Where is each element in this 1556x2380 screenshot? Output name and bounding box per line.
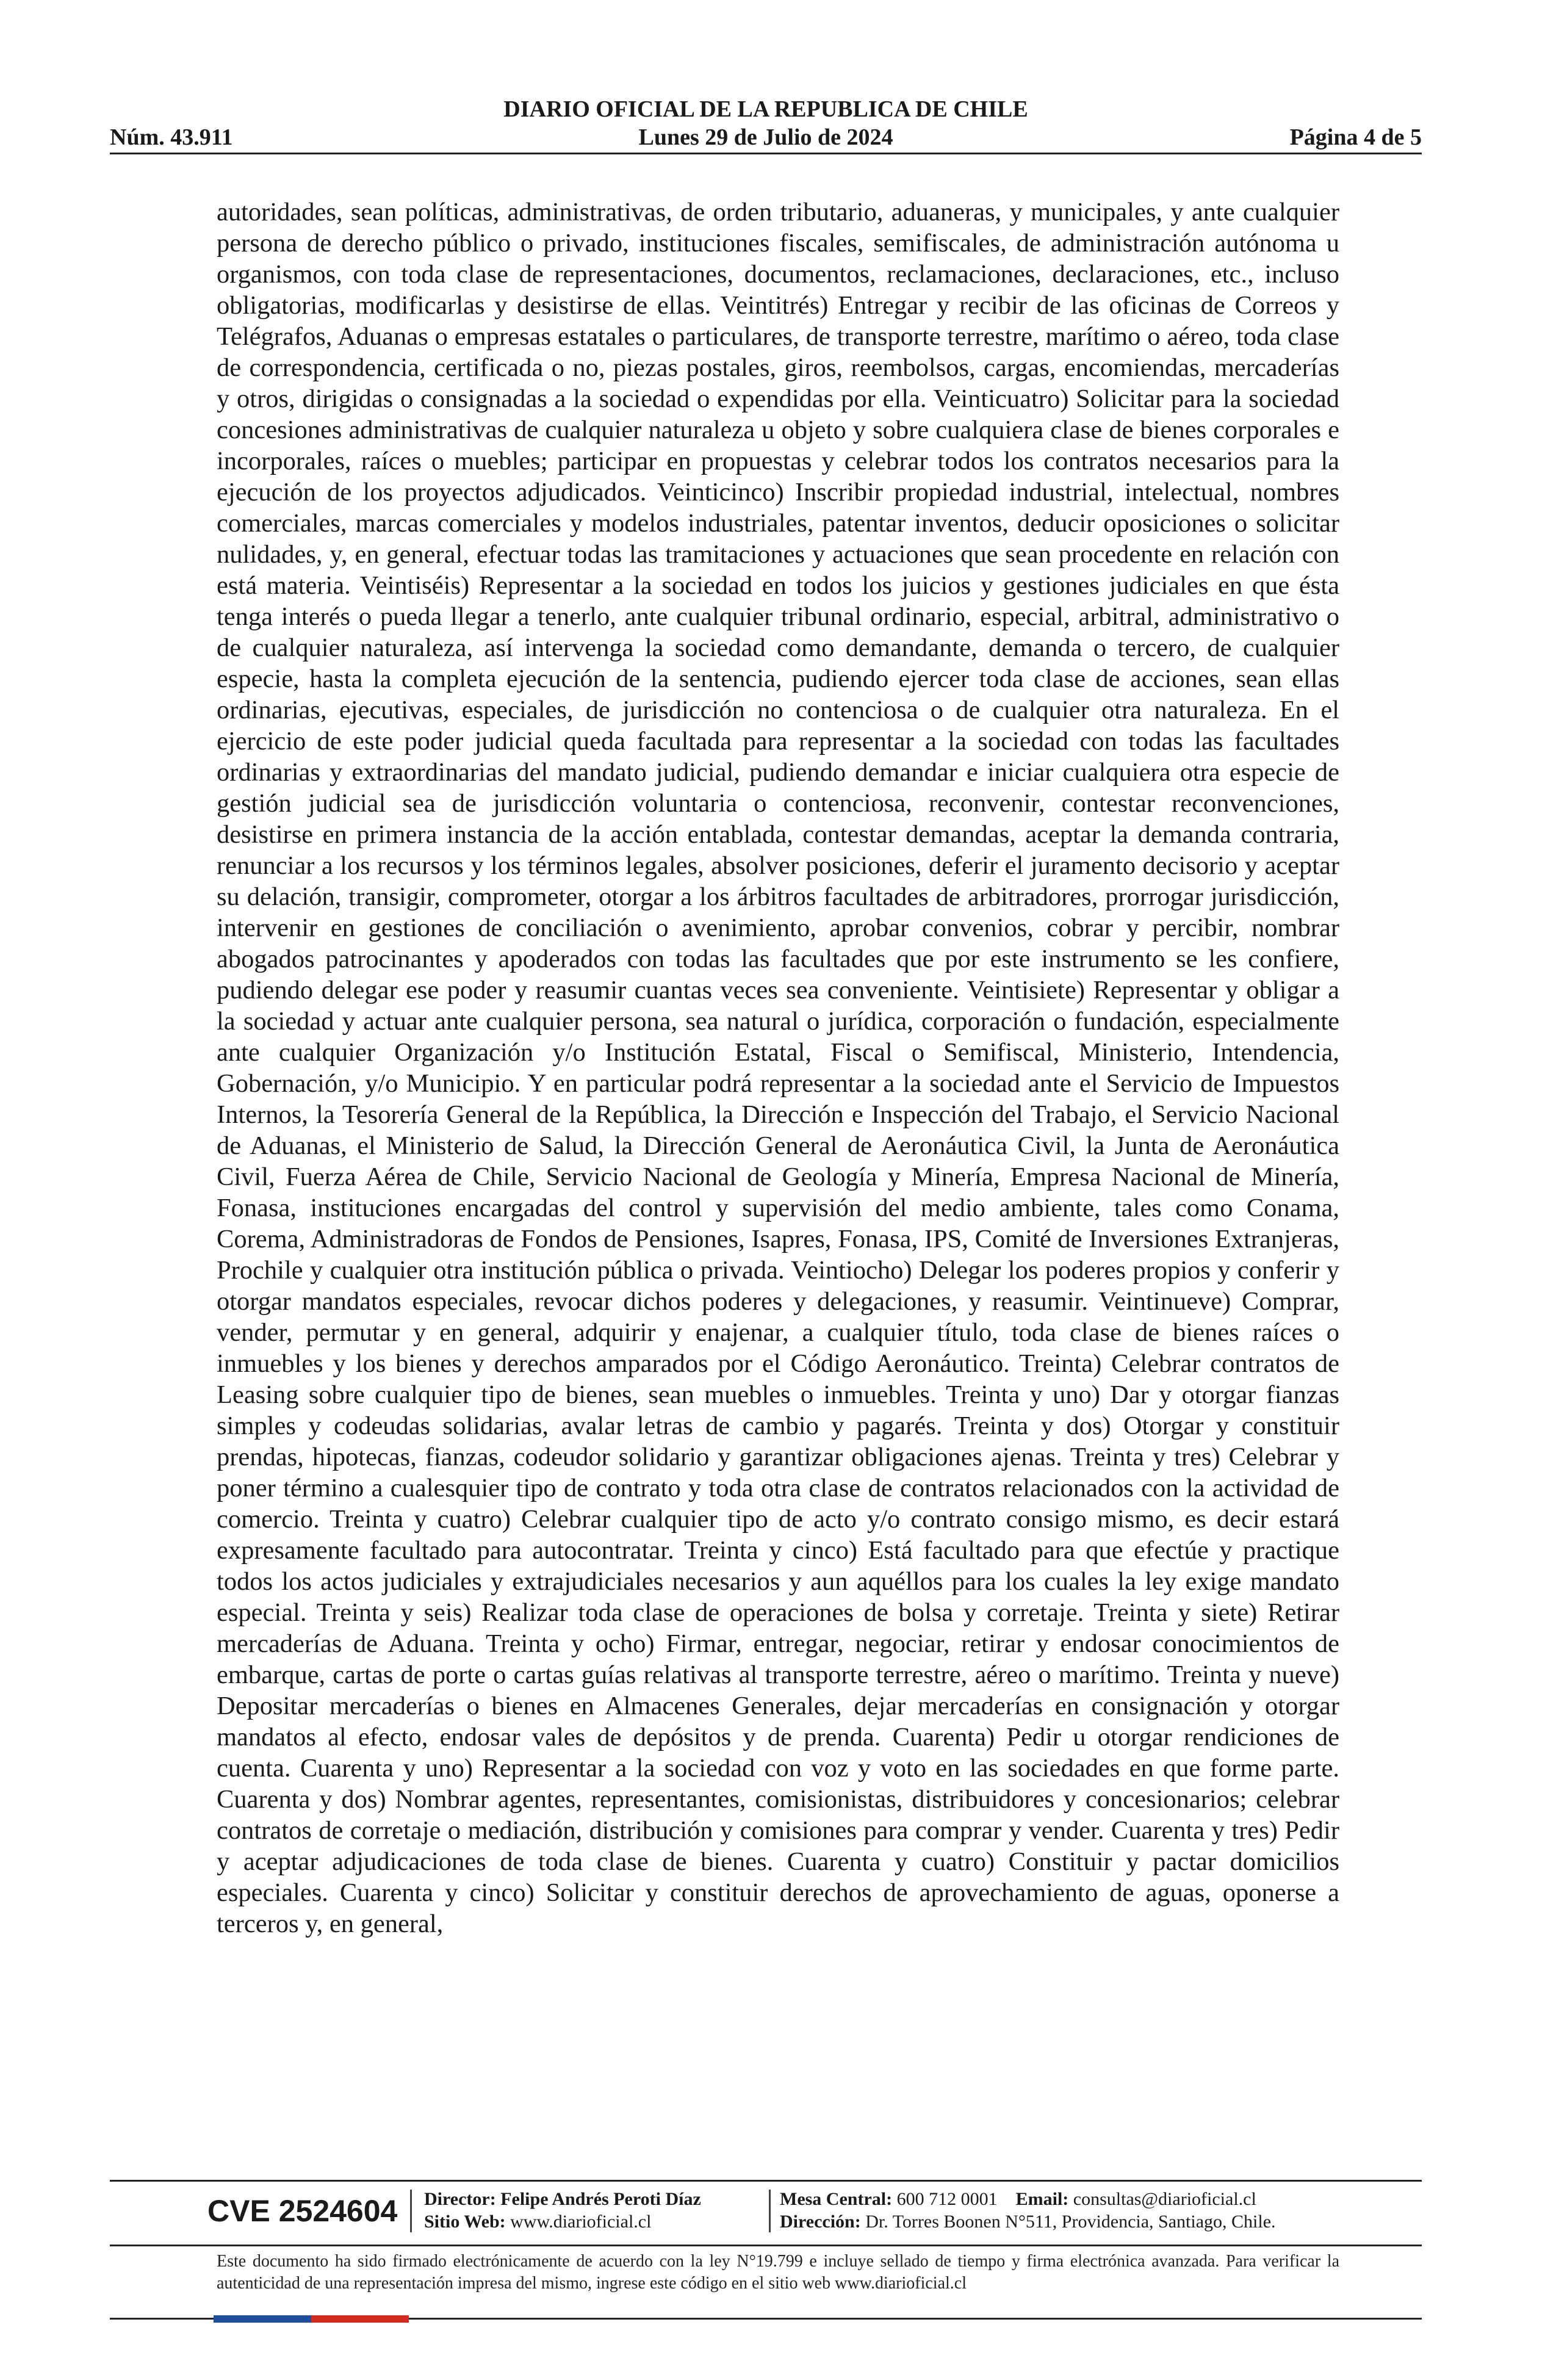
- footer-separator: [769, 2190, 771, 2232]
- email-label: Email:: [1015, 2189, 1069, 2209]
- director-name: Felipe Andrés Peroti Díaz: [500, 2189, 701, 2209]
- director-block: [424, 2188, 701, 2233]
- web-link[interactable]: www.diarioficial.cl: [510, 2212, 652, 2232]
- issue-number: Núm. 43.911: [110, 124, 233, 150]
- newspaper-title: DIARIO OFICIAL DE LA REPUBLICA DE CHILE: [503, 96, 1028, 122]
- header-divider: [110, 153, 1422, 154]
- cve-code: CVE 2524604: [207, 2194, 398, 2228]
- direccion-label: Dirección:: [780, 2212, 861, 2232]
- page-header: [110, 92, 1422, 153]
- mesa-label: Mesa Central:: [780, 2189, 893, 2209]
- direccion-value: Dr. Torres Boonen N°511, Providencia, Santiago, Chile.: [865, 2212, 1276, 2232]
- director-label: Director:: [424, 2189, 496, 2209]
- mesa-phone: 600 712 0001: [896, 2189, 998, 2209]
- web-label: Sitio Web:: [424, 2212, 506, 2232]
- flag-red-segment: [311, 2315, 409, 2323]
- chile-flag-bar: [214, 2315, 409, 2323]
- footer-divider-middle: [110, 2245, 1422, 2246]
- footer-divider-top: [110, 2180, 1422, 2182]
- footer-separator: [410, 2190, 412, 2232]
- publication-date: Lunes 29 de Julio de 2024: [638, 124, 893, 150]
- contact-block: [780, 2188, 1276, 2233]
- page-number: Página 4 de 5: [1289, 124, 1422, 150]
- document-body: autoridades, sean políticas, administrativas, de orden tributario, aduaneras, y municipales, y ante cualquier persona de derecho público o privado, instituciones fiscales, semifiscales, de administración autónoma u organismos, con toda clase de representaciones, documentos, reclamaciones, declaraciones, etc., incluso obligatorias, modificarlas y desistirse de ellas. Veintitrés) Entregar y recibir de las oficinas de Correos y Telégrafos, Aduanas o empresas estatales o particulares, de transporte terrestre, marítimo o aéreo, toda clase de correspondencia, certificada o no, piezas postales, giros, reembolsos, cargas, encomiendas, mercaderías y otros, dirigidas o consignadas a la sociedad o expendidas por ella. Veinticuatro) Solicitar para la sociedad concesiones administrativas de cualquier naturaleza u objeto y sobre cualquiera clase de bienes corporales e incorporales, raíces o muebles; participar en propuestas y celebrar todos los contratos necesarios para la ejecución de los proyectos adjudicados. Veinticinco) Inscribir propiedad industrial, intelectual, nombres comerciales, marcas comerciales y modelos industriales, patentar inventos, deducir oposiciones o solicitar nulidades, y, en general, efectuar todas las tramitaciones y actuaciones que sean procedente en relación con está materia. Veintiséis) Representar a la sociedad en todos los juicios y gestiones judiciales en que ésta tenga interés o pueda llegar a tenerlo, ante cualquier tribunal ordinario, especial, arbitral, administrativo o de cualquier naturaleza, así intervenga la sociedad como demandante, demanda o tercero, de cualquier especie, hasta la completa ejecución de la sentencia, pudiendo ejercer toda clase de acciones, sean ellas ordinarias, ejecutivas, especiales, de jurisdicción no contenciosa o de cualquier otra naturaleza. En el ejercicio de este poder judicial queda facultada para representar a la sociedad con todas las facultades ordinarias y extraordinarias del mandato judicial, pudiendo demandar e iniciar cualquiera otra especie de gestión judicial sea de jurisdicción voluntaria o contenciosa, reconvenir, contestar reconvenciones, desistirse en primera instancia de la acción entablada, contestar demandas, aceptar la demanda contraria, renunciar a los recursos y los términos legales, absolver posiciones, deferir el juramento decisorio y aceptar su delación, transigir, comprometer, otorgar a los árbitros facultades de arbitradores, prorrogar jurisdicción, intervenir en gestiones de conciliación o avenimiento, aprobar convenios, cobrar y percibir, nombrar abogados patrocinantes y apoderados con todas las facultades que por este instrumento se les confiere, pudiendo delegar ese poder y reasumir cuantas veces sea conveniente. Veintisiete) Representar y obligar a la sociedad y actuar ante cualquier persona, sea natural o jurídica, corporación o fundación, especialmente ante cualquier Organización y/o Institución Estatal, Fiscal o Semifiscal, Ministerio, Intendencia, Gobernación, y/o Municipio. Y en particular podrá representar a la sociedad ante el Servicio de Impuestos Internos, la Tesorería General de la República, la Dirección e Inspección del Trabajo, el Servicio Nacional de Aduanas, el Ministerio de Salud, la Dirección General de Aeronáutica Civil, la Junta de Aeronáutica Civil, Fuerza Aérea de Chile, Servicio Nacional de Geología y Minería, Empresa Nacional de Minería, Fonasa, instituciones encargadas del control y supervisión del medio ambiente, tales como Conama, Corema, Administradoras de Fondos de Pensiones, Isapres, Fonasa, IPS, Comité de Inversiones Extranjeras, Prochile y cualquier otra institución pública o privada. Veintiocho) Delegar los poderes propios y conferir y otorgar mandatos especiales, revocar dichos poderes y delegaciones, y reasumir. Veintinueve) Comprar, vender, permutar y en general, adquirir y enajenar, a cualquier título, toda clase de bienes raíces o inmuebles y los bienes y derechos amparados por el Código Aeronáutico. Treinta) Celebrar contratos de Leasing sobre cualquier tipo de bienes, sean muebles o inmuebles. Treinta y uno) Dar y otorgar fianzas simples y codeudas solidarias, avalar letras de cambio y pagarés. Treinta y dos) Otorgar y constituir prendas, hipotecas, fianzas, codeudor solidario y garantizar obligaciones ajenas. Treinta y tres) Celebrar y poner término a cualesquier tipo de contrato y toda otra clase de contratos relacionados con la actividad de comercio. Treinta y cuatro) Celebrar cualquier tipo de acto y/o contrato consigo mismo, es decir estará expresamente facultado para autocontratar. Treinta y cinco) Está facultado para que efectúe y practique todos los actos judiciales y extrajudiciales necesarios y aun aquéllos para los cuales la ley exige mandato especial. Treinta y seis) Realizar toda clase de operaciones de bolsa y corretaje. Treinta y siete) Retirar mercaderías de Aduana. Treinta y ocho) Firmar, entregar, negociar, retirar y endosar conocimientos de embarque, cartas de porte o cartas guías relativas al transporte terrestre, aéreo o marítimo. Treinta y nueve) Depositar mercaderías o bienes en Almacenes Generales, dejar mercaderías en consignación y otorgar mandatos al efecto, endosar vales de depósitos y de prenda. Cuarenta) Pedir u otorgar rendiciones de cuenta. Cuarenta y uno) Representar a la sociedad con voz y voto en las sociedades en que forme parte. Cuarenta y dos) Nombrar agentes, representantes, comisionistas, distribuidores y concesionarios; celebrar contratos de corretaje o mediación, distribución y comisiones para comprar y vender. Cuarenta y tres) Pedir y aceptar adjudicaciones de toda clase de bienes. Cuarenta y cuatro) Constituir y pactar domicilios especiales. Cuarenta y cinco) Solicitar y constituir derechos de aprovechamiento de aguas, oponerse a terceros y, en general,: [217, 198, 1339, 1938]
- email-link[interactable]: consultas@diarioficial.cl: [1073, 2189, 1256, 2209]
- electronic-signature-notice: Este documento ha sido firmado electrónicamente de acuerdo con la ley N°19.799 e incluye sellado de tiempo y firma electrónica avanzada. Para verificar la autenticidad de una representación impresa del mismo, ingrese este código en el sitio web www.diarioficial.cl: [217, 2252, 1339, 2293]
- flag-blue-segment: [214, 2315, 311, 2323]
